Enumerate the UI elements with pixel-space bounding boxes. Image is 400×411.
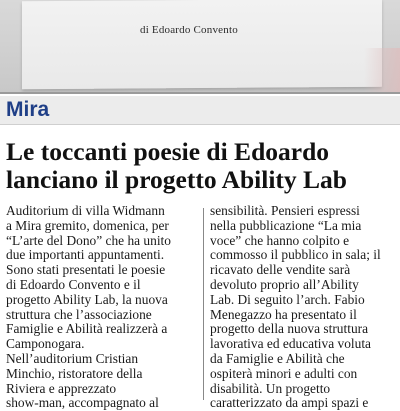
body-line: Famiglie e Abilità realizzerà a [6, 321, 168, 337]
body-line: due importanti appuntamenti. [6, 247, 165, 263]
body-line: Auditorium di villa Widmann [6, 203, 165, 218]
headline-line: Le toccanti poesie di Edoardo [6, 137, 329, 166]
section-label: Mira [6, 98, 50, 121]
book-cover [22, 0, 382, 89]
body-line: Nell’auditorium Cristian [6, 350, 139, 366]
body-line: Riviera e apprezzato [6, 380, 117, 396]
headline-line: lanciano il progetto Ability Lab [6, 165, 347, 194]
body-line: a Mira gremito, domenica, per [6, 217, 169, 233]
body-line: struttura che l’associazione [6, 306, 152, 322]
body-line: commosso il pubblico in sala; il [210, 247, 381, 263]
body-line: Minchio, ristoratore della [6, 365, 143, 381]
photo-author-credit: di Edoardo Convento [140, 24, 238, 36]
body-line: progetto Ability Lab, la nuova [6, 291, 168, 307]
body-line: da Famiglie e Abilità che [210, 350, 345, 366]
body-line: show-man, accompagnato al [6, 395, 159, 411]
body-line: di Edoardo Convento e il [6, 276, 141, 292]
section-bar [0, 96, 400, 125]
body-line: Menegazzo ha presentato il [210, 306, 357, 322]
photo-edge-tint [364, 48, 400, 92]
body-line: ricavato delle vendite sarà [210, 262, 351, 278]
article-column-right [210, 203, 400, 411]
body-line: Sono stati presentati le poesie [6, 262, 166, 278]
body-line: voce” che hanno colpito e [210, 232, 350, 248]
body-line: “L’arte del Dono” che ha unito [6, 232, 171, 248]
book-cover-photo [0, 0, 400, 92]
body-line: lavorativa ed educativa voluta [210, 336, 371, 352]
column-divider [203, 208, 204, 400]
body-line: nella pubblicazione “La mia [210, 217, 362, 233]
article-column-left [6, 203, 202, 411]
section-rule [0, 92, 400, 94]
body-line: sensibilità. Pensieri espressi [210, 203, 360, 218]
body-line: caratterizzato da ampi spazi e [210, 395, 369, 411]
body-line: Lab. Di seguito l’arch. Fabio [210, 291, 365, 307]
body-line: Camponogara. [6, 336, 85, 352]
body-line: progetto della nuova struttura [210, 321, 369, 337]
body-line: ospiterà minori e adulti con [210, 365, 358, 381]
body-line: disabilità. Un progetto [210, 380, 331, 396]
body-line: devoluto proprio all’Ability [210, 276, 359, 292]
article-headline [6, 138, 396, 194]
article-body [0, 203, 400, 411]
